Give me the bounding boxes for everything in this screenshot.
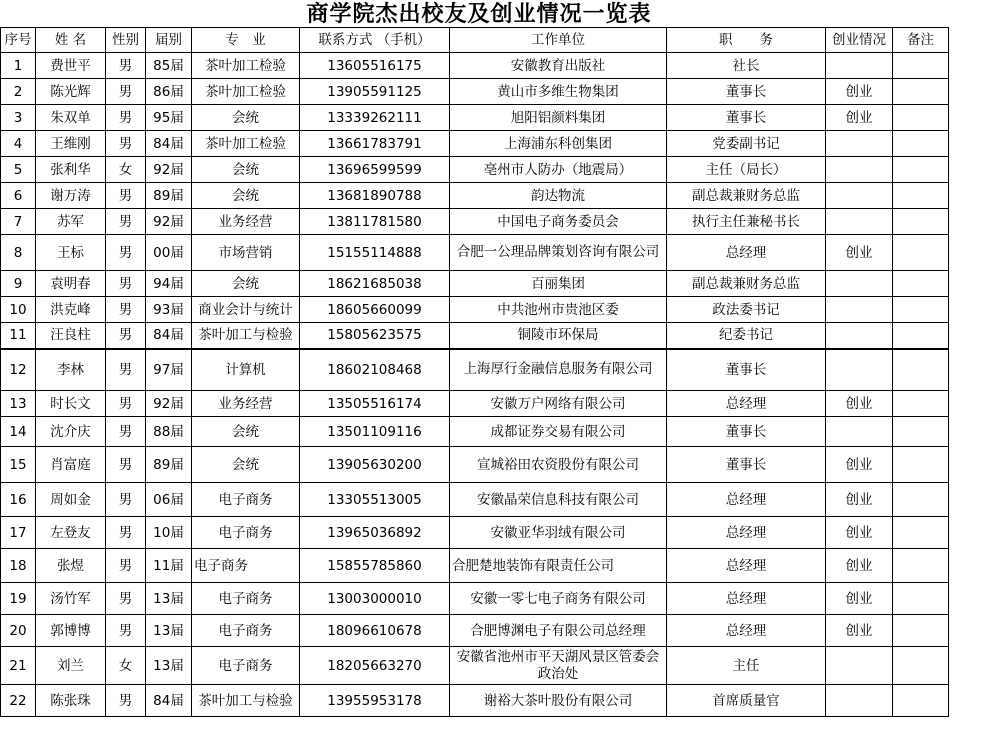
cell-index: 3 (1, 105, 36, 131)
table-row (1, 183, 949, 209)
cell-class-year: 97届 (146, 349, 192, 391)
cell-phone: 18205663270 (300, 647, 450, 685)
cell-remarks (893, 349, 949, 391)
cell-remarks (893, 483, 949, 517)
cell-position: 总经理 (667, 391, 826, 417)
cell-name: 郭博博 (36, 615, 106, 647)
cell-phone: 18605660099 (300, 297, 450, 323)
table-row (1, 447, 949, 483)
cell-class-year: 89届 (146, 183, 192, 209)
cell-startup (826, 349, 893, 391)
alumni-table (0, 27, 949, 717)
cell-gender: 男 (106, 271, 146, 297)
cell-phone: 13905591125 (300, 79, 450, 105)
cell-index: 17 (1, 517, 36, 549)
table-row (1, 417, 949, 447)
table-row (1, 105, 949, 131)
cell-remarks (893, 157, 949, 183)
cell-phone: 13965036892 (300, 517, 450, 549)
cell-position: 政法委书记 (667, 297, 826, 323)
cell-startup: 创业 (826, 483, 893, 517)
cell-position: 社长 (667, 53, 826, 79)
cell-major: 业务经营 (192, 391, 300, 417)
cell-startup (826, 323, 893, 349)
cell-employer: 黄山市多维生物集团 (450, 79, 667, 105)
cell-major: 电子商务 (192, 483, 300, 517)
cell-employer: 安徽一零七电子商务有限公司 (450, 583, 667, 615)
header-cell: 备注 (893, 28, 949, 53)
cell-employer: 亳州市人防办（地震局） (450, 157, 667, 183)
cell-gender: 男 (106, 615, 146, 647)
cell-gender: 男 (106, 183, 146, 209)
cell-employer: 合肥一公理品牌策划咨询有限公司 (450, 235, 667, 271)
table-row (1, 517, 949, 549)
cell-name: 刘兰 (36, 647, 106, 685)
cell-phone: 13696599599 (300, 157, 450, 183)
cell-employer: 安徽省池州市平天湖风景区管委会政治处 (450, 647, 667, 685)
cell-name: 费世平 (36, 53, 106, 79)
cell-name: 左登友 (36, 517, 106, 549)
cell-employer: 安徽亚华羽绒有限公司 (450, 517, 667, 549)
cell-remarks (893, 391, 949, 417)
cell-startup (826, 183, 893, 209)
cell-remarks (893, 235, 949, 271)
table-row (1, 349, 949, 391)
cell-index: 5 (1, 157, 36, 183)
cell-remarks (893, 417, 949, 447)
table-row (1, 549, 949, 583)
cell-startup: 创业 (826, 391, 893, 417)
header-cell: 职 务 (667, 28, 826, 53)
cell-employer: 韵达物流 (450, 183, 667, 209)
cell-employer: 上海浦东科创集团 (450, 131, 667, 157)
cell-class-year: 92届 (146, 157, 192, 183)
cell-position: 主任 (667, 647, 826, 685)
cell-major: 会统 (192, 157, 300, 183)
cell-name: 王维刚 (36, 131, 106, 157)
cell-name: 王标 (36, 235, 106, 271)
cell-remarks (893, 447, 949, 483)
cell-employer: 百丽集团 (450, 271, 667, 297)
cell-remarks (893, 583, 949, 615)
cell-name: 肖富庭 (36, 447, 106, 483)
table-row (1, 79, 949, 105)
table-row (1, 323, 949, 349)
cell-startup: 创业 (826, 447, 893, 483)
cell-remarks (893, 323, 949, 349)
cell-name: 汪良柱 (36, 323, 106, 349)
cell-gender: 男 (106, 391, 146, 417)
header-cell: 工作单位 (450, 28, 667, 53)
cell-gender: 女 (106, 157, 146, 183)
cell-name: 张煜 (36, 549, 106, 583)
cell-position: 总经理 (667, 517, 826, 549)
cell-gender: 男 (106, 583, 146, 615)
cell-phone: 13003000010 (300, 583, 450, 615)
cell-index: 18 (1, 549, 36, 583)
cell-class-year: 93届 (146, 297, 192, 323)
cell-name: 苏军 (36, 209, 106, 235)
cell-name: 袁明春 (36, 271, 106, 297)
cell-name: 陈张珠 (36, 685, 106, 717)
cell-phone: 13505516174 (300, 391, 450, 417)
cell-class-year: 11届 (146, 549, 192, 583)
cell-major: 茶叶加工与检验 (192, 323, 300, 349)
table-row (1, 583, 949, 615)
cell-phone: 13681890788 (300, 183, 450, 209)
header-cell: 序号 (1, 28, 36, 53)
cell-class-year: 84届 (146, 131, 192, 157)
cell-position: 党委副书记 (667, 131, 826, 157)
cell-index: 9 (1, 271, 36, 297)
cell-major: 电子商务 (192, 583, 300, 615)
cell-class-year: 13届 (146, 647, 192, 685)
cell-class-year: 86届 (146, 79, 192, 105)
cell-position: 执行主任兼秘书长 (667, 209, 826, 235)
header-cell: 专 业 (192, 28, 300, 53)
cell-class-year: 92届 (146, 391, 192, 417)
cell-gender: 男 (106, 53, 146, 79)
cell-index: 2 (1, 79, 36, 105)
cell-remarks (893, 183, 949, 209)
cell-class-year: 94届 (146, 271, 192, 297)
table-row (1, 209, 949, 235)
cell-name: 张利华 (36, 157, 106, 183)
cell-startup (826, 271, 893, 297)
cell-gender: 女 (106, 647, 146, 685)
cell-phone: 13305513005 (300, 483, 450, 517)
cell-major: 会统 (192, 183, 300, 209)
cell-phone: 13955953178 (300, 685, 450, 717)
cell-startup (826, 131, 893, 157)
cell-position: 董事长 (667, 349, 826, 391)
cell-gender: 男 (106, 297, 146, 323)
cell-phone: 15855785860 (300, 549, 450, 583)
cell-phone: 13661783791 (300, 131, 450, 157)
cell-phone: 13905630200 (300, 447, 450, 483)
cell-remarks (893, 517, 949, 549)
cell-class-year: 84届 (146, 685, 192, 717)
cell-class-year: 88届 (146, 417, 192, 447)
cell-position: 董事长 (667, 447, 826, 483)
header-row (1, 28, 949, 53)
cell-employer: 铜陵市环保局 (450, 323, 667, 349)
table-row (1, 157, 949, 183)
cell-index: 11 (1, 323, 36, 349)
cell-remarks (893, 615, 949, 647)
cell-class-year: 06届 (146, 483, 192, 517)
cell-class-year: 92届 (146, 209, 192, 235)
cell-gender: 男 (106, 417, 146, 447)
table-row (1, 131, 949, 157)
cell-phone: 13339262111 (300, 105, 450, 131)
cell-class-year: 10届 (146, 517, 192, 549)
cell-startup (826, 417, 893, 447)
header-cell: 联系方式 （手机） (300, 28, 450, 53)
cell-startup: 创业 (826, 583, 893, 615)
cell-gender: 男 (106, 549, 146, 583)
cell-startup (826, 647, 893, 685)
cell-index: 20 (1, 615, 36, 647)
cell-class-year: 00届 (146, 235, 192, 271)
cell-phone: 18621685038 (300, 271, 450, 297)
cell-name: 陈光辉 (36, 79, 106, 105)
cell-remarks (893, 647, 949, 685)
cell-major: 市场营销 (192, 235, 300, 271)
cell-startup (826, 53, 893, 79)
cell-class-year: 84届 (146, 323, 192, 349)
cell-position: 纪委书记 (667, 323, 826, 349)
cell-gender: 男 (106, 517, 146, 549)
table-row (1, 483, 949, 517)
table-row (1, 685, 949, 717)
cell-class-year: 13届 (146, 583, 192, 615)
cell-startup: 创业 (826, 517, 893, 549)
cell-class-year: 13届 (146, 615, 192, 647)
table-row (1, 297, 949, 323)
cell-major: 茶叶加工检验 (192, 53, 300, 79)
cell-name: 时长文 (36, 391, 106, 417)
cell-major: 电子商务 (192, 647, 300, 685)
cell-employer: 中国电子商务委员会 (450, 209, 667, 235)
cell-position: 董事长 (667, 79, 826, 105)
cell-major: 会统 (192, 271, 300, 297)
cell-phone: 13811781580 (300, 209, 450, 235)
cell-major: 会统 (192, 417, 300, 447)
cell-major: 业务经营 (192, 209, 300, 235)
cell-major: 商业会计与统计 (192, 297, 300, 323)
cell-name: 周如金 (36, 483, 106, 517)
cell-major: 会统 (192, 447, 300, 483)
cell-gender: 男 (106, 209, 146, 235)
cell-remarks (893, 549, 949, 583)
cell-gender: 男 (106, 349, 146, 391)
cell-remarks (893, 271, 949, 297)
cell-major: 茶叶加工检验 (192, 79, 300, 105)
cell-major: 计算机 (192, 349, 300, 391)
cell-phone: 15155114888 (300, 235, 450, 271)
cell-gender: 男 (106, 79, 146, 105)
cell-major: 会统 (192, 105, 300, 131)
cell-position: 总经理 (667, 583, 826, 615)
cell-index: 12 (1, 349, 36, 391)
table-row (1, 391, 949, 417)
cell-index: 14 (1, 417, 36, 447)
cell-index: 21 (1, 647, 36, 685)
cell-index: 6 (1, 183, 36, 209)
cell-position: 主任（局长） (667, 157, 826, 183)
sheet-title: 商学院杰出校友及创业情况一览表 (306, 1, 652, 27)
cell-remarks (893, 131, 949, 157)
cell-employer: 旭阳铝颜料集团 (450, 105, 667, 131)
cell-remarks (893, 53, 949, 79)
cell-name: 沈介庆 (36, 417, 106, 447)
table-row (1, 615, 949, 647)
cell-name: 汤竹军 (36, 583, 106, 615)
cell-startup (826, 209, 893, 235)
table-row (1, 53, 949, 79)
cell-startup: 创业 (826, 615, 893, 647)
cell-position: 总经理 (667, 549, 826, 583)
cell-employer: 上海厚行金融信息服务有限公司 (450, 349, 667, 391)
cell-gender: 男 (106, 323, 146, 349)
cell-class-year: 89届 (146, 447, 192, 483)
cell-employer: 中共池州市贵池区委 (450, 297, 667, 323)
cell-position: 总经理 (667, 615, 826, 647)
cell-employer: 谢裕大茶叶股份有限公司 (450, 685, 667, 717)
cell-employer: 合肥博渊电子有限公司总经理 (450, 615, 667, 647)
cell-index: 13 (1, 391, 36, 417)
cell-index: 15 (1, 447, 36, 483)
cell-gender: 男 (106, 685, 146, 717)
cell-gender: 男 (106, 105, 146, 131)
cell-position: 总经理 (667, 483, 826, 517)
cell-position: 总经理 (667, 235, 826, 271)
cell-remarks (893, 685, 949, 717)
cell-name: 李林 (36, 349, 106, 391)
cell-employer: 合肥楚地装饰有限责任公司 (450, 549, 667, 583)
cell-remarks (893, 79, 949, 105)
cell-employer: 宣城裕田农资股份有限公司 (450, 447, 667, 483)
cell-class-year: 85届 (146, 53, 192, 79)
cell-index: 1 (1, 53, 36, 79)
header-cell: 姓 名 (36, 28, 106, 53)
cell-index: 22 (1, 685, 36, 717)
cell-index: 8 (1, 235, 36, 271)
cell-major: 电子商务 (192, 549, 300, 583)
table-row (1, 271, 949, 297)
cell-major: 电子商务 (192, 517, 300, 549)
cell-name: 洪克峰 (36, 297, 106, 323)
cell-startup (826, 297, 893, 323)
cell-remarks (893, 297, 949, 323)
cell-position: 董事长 (667, 105, 826, 131)
cell-phone: 18096610678 (300, 615, 450, 647)
cell-remarks (893, 209, 949, 235)
cell-gender: 男 (106, 131, 146, 157)
cell-name: 谢万涛 (36, 183, 106, 209)
cell-startup: 创业 (826, 79, 893, 105)
table-row (1, 647, 949, 685)
cell-index: 7 (1, 209, 36, 235)
cell-phone: 13605516175 (300, 53, 450, 79)
cell-startup: 创业 (826, 549, 893, 583)
cell-phone: 13501109116 (300, 417, 450, 447)
cell-employer: 成都证券交易有限公司 (450, 417, 667, 447)
header-cell: 届别 (146, 28, 192, 53)
cell-position: 首席质量官 (667, 685, 826, 717)
cell-index: 16 (1, 483, 36, 517)
header-cell: 创业情况 (826, 28, 893, 53)
cell-startup: 创业 (826, 235, 893, 271)
cell-startup (826, 157, 893, 183)
cell-position: 副总裁兼财务总监 (667, 183, 826, 209)
cell-class-year: 95届 (146, 105, 192, 131)
cell-phone: 15805623575 (300, 323, 450, 349)
cell-gender: 男 (106, 235, 146, 271)
cell-index: 19 (1, 583, 36, 615)
cell-gender: 男 (106, 483, 146, 517)
cell-employer: 安徽晶荣信息科技有限公司 (450, 483, 667, 517)
cell-position: 董事长 (667, 417, 826, 447)
cell-phone: 18602108468 (300, 349, 450, 391)
cell-major: 茶叶加工检验 (192, 131, 300, 157)
header-cell: 性别 (106, 28, 146, 53)
cell-startup (826, 685, 893, 717)
cell-index: 10 (1, 297, 36, 323)
cell-position: 副总裁兼财务总监 (667, 271, 826, 297)
cell-index: 4 (1, 131, 36, 157)
cell-remarks (893, 105, 949, 131)
cell-major: 电子商务 (192, 615, 300, 647)
cell-major: 茶叶加工与检验 (192, 685, 300, 717)
cell-name: 朱双单 (36, 105, 106, 131)
cell-employer: 安徽万户网络有限公司 (450, 391, 667, 417)
cell-startup: 创业 (826, 105, 893, 131)
cell-employer: 安徽教育出版社 (450, 53, 667, 79)
cell-gender: 男 (106, 447, 146, 483)
table-row (1, 235, 949, 271)
